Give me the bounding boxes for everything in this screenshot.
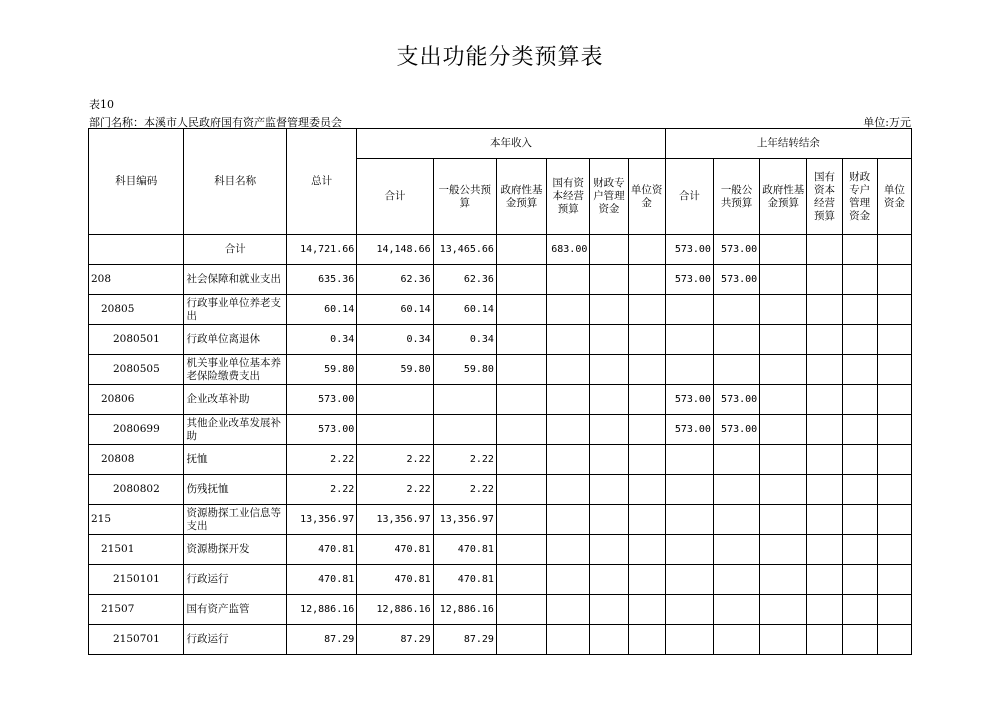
cell-current-5 [628,595,665,625]
cell-prior-0 [665,535,713,565]
header-name: 科目名称 [184,129,286,235]
header-prior-special-account: 财政专户管理资金 [842,159,877,235]
cell-prior-3 [807,355,842,385]
cell-current-1: 59.80 [433,355,496,385]
subject-code: 208 [89,265,184,295]
cell-prior-4 [842,265,877,295]
header-cur-unit-funds: 单位资金 [628,159,665,235]
cell-prior-1 [713,475,759,505]
cell-current-0: 470.81 [357,535,433,565]
cell-prior-1 [713,325,759,355]
cell-current-4 [590,625,628,655]
cell-current-1: 62.36 [433,265,496,295]
cell-current-5 [628,385,665,415]
cell-total: 2.22 [286,475,356,505]
cell-current-2 [496,445,546,475]
table-row [89,385,912,415]
cell-current-4 [590,415,628,445]
cell-prior-4 [842,295,877,325]
cell-current-4 [590,355,628,385]
header-cur-special-account: 财政专户管理资金 [590,159,628,235]
cell-total: 12,886.16 [286,595,356,625]
table-row [89,595,912,625]
cell-prior-2 [760,355,807,385]
page-title: 支出功能分类预算表 [396,45,604,70]
header-prior-unit-funds: 单位资金 [877,159,911,235]
cell-prior-3 [807,385,842,415]
table-row [89,415,912,445]
cell-prior-4 [842,505,877,535]
cell-prior-1 [713,355,759,385]
table-row [89,475,912,505]
cell-prior-2 [760,415,807,445]
cell-prior-5 [877,355,911,385]
cell-prior-3 [807,235,842,265]
cell-prior-1 [713,595,759,625]
cell-current-2 [496,415,546,445]
header-prior-total: 合计 [665,159,713,235]
cell-prior-2 [760,505,807,535]
cell-current-3 [547,385,590,415]
cell-current-2 [496,355,546,385]
subject-code: 20806 [89,385,184,415]
cell-current-1: 12,886.16 [433,595,496,625]
budget-table [88,128,912,655]
cell-current-5 [628,505,665,535]
subject-code: 20808 [89,445,184,475]
cell-prior-1 [713,535,759,565]
cell-prior-0 [665,295,713,325]
subject-name: 资源勘探开发 [184,535,286,565]
cell-prior-4 [842,325,877,355]
subject-name: 其他企业改革发展补助 [184,415,286,445]
header-cur-state-capital: 国有资本经营预算 [547,159,590,235]
cell-prior-5 [877,385,911,415]
cell-prior-2 [760,385,807,415]
cell-prior-3 [807,325,842,355]
cell-prior-4 [842,235,877,265]
cell-prior-5 [877,445,911,475]
cell-current-5 [628,565,665,595]
cell-current-4 [590,325,628,355]
header-current-income: 本年收入 [357,129,665,159]
cell-current-3 [547,595,590,625]
cell-prior-0 [665,445,713,475]
subject-name: 国有资产监管 [184,595,286,625]
cell-current-2 [496,235,546,265]
cell-prior-3 [807,625,842,655]
cell-prior-1 [713,565,759,595]
subject-code: 2080699 [89,415,184,445]
cell-prior-5 [877,265,911,295]
cell-current-5 [628,445,665,475]
cell-current-5 [628,265,665,295]
cell-current-4 [590,565,628,595]
cell-prior-3 [807,535,842,565]
cell-prior-1: 573.00 [713,415,759,445]
cell-current-0: 0.34 [357,325,433,355]
cell-current-5 [628,535,665,565]
table-row [89,295,912,325]
cell-current-0: 470.81 [357,565,433,595]
cell-prior-0 [665,355,713,385]
cell-current-3 [547,535,590,565]
cell-prior-5 [877,505,911,535]
subject-code: 2080505 [89,355,184,385]
cell-prior-3 [807,265,842,295]
cell-current-3 [547,505,590,535]
subject-name: 社会保障和就业支出 [184,265,286,295]
cell-current-0: 14,148.66 [357,235,433,265]
cell-current-5 [628,355,665,385]
cell-prior-5 [877,415,911,445]
header-prior-general: 一般公共预算 [713,159,759,235]
header-prior-state-capital: 国有资本经营预算 [807,159,842,235]
cell-current-2 [496,265,546,295]
cell-prior-1: 573.00 [713,385,759,415]
cell-prior-2 [760,535,807,565]
cell-current-2 [496,595,546,625]
cell-prior-0 [665,325,713,355]
cell-prior-5 [877,475,911,505]
cell-current-5 [628,475,665,505]
cell-prior-4 [842,565,877,595]
cell-current-1: 2.22 [433,445,496,475]
cell-prior-0 [665,475,713,505]
subject-code: 21507 [89,595,184,625]
cell-total: 573.00 [286,415,356,445]
cell-prior-0: 573.00 [665,235,713,265]
cell-prior-5 [877,535,911,565]
department-name: 部门名称：本溪市人民政府国有资产监督管理委员会 [89,116,342,129]
cell-current-1: 13,356.97 [433,505,496,535]
cell-prior-5 [877,625,911,655]
cell-prior-1 [713,505,759,535]
cell-current-1: 60.14 [433,295,496,325]
cell-prior-2 [760,325,807,355]
cell-total: 59.80 [286,355,356,385]
table-row [89,625,912,655]
cell-prior-0 [665,595,713,625]
cell-current-3 [547,325,590,355]
cell-current-4 [590,235,628,265]
table-row [89,355,912,385]
cell-prior-1 [713,295,759,325]
cell-prior-0 [665,505,713,535]
cell-current-3 [547,295,590,325]
cell-current-0 [357,385,433,415]
subject-code: 215 [89,505,184,535]
subject-code: 20805 [89,295,184,325]
cell-total: 2.22 [286,445,356,475]
cell-total: 60.14 [286,295,356,325]
subject-code: 2150101 [89,565,184,595]
cell-prior-4 [842,385,877,415]
cell-current-4 [590,505,628,535]
cell-current-0: 87.29 [357,625,433,655]
cell-current-0: 13,356.97 [357,505,433,535]
subject-name: 伤残抚恤 [184,475,286,505]
cell-prior-3 [807,415,842,445]
cell-prior-3 [807,445,842,475]
cell-total: 573.00 [286,385,356,415]
cell-prior-1 [713,625,759,655]
cell-prior-5 [877,565,911,595]
subject-name: 机关事业单位基本养老保险缴费支出 [184,355,286,385]
subject-name: 行政事业单位养老支出 [184,295,286,325]
cell-prior-4 [842,595,877,625]
cell-current-1: 470.81 [433,535,496,565]
cell-prior-5 [877,295,911,325]
cell-current-1: 87.29 [433,625,496,655]
cell-current-5 [628,295,665,325]
cell-prior-2 [760,595,807,625]
cell-prior-1: 573.00 [713,265,759,295]
cell-total: 13,356.97 [286,505,356,535]
cell-current-1 [433,415,496,445]
cell-prior-4 [842,445,877,475]
cell-current-0: 60.14 [357,295,433,325]
table-row [89,445,912,475]
cell-current-1: 0.34 [433,325,496,355]
subject-name: 行政运行 [184,625,286,655]
table-body [89,235,912,655]
cell-prior-0 [665,625,713,655]
subject-code [89,235,184,265]
cell-current-3 [547,415,590,445]
cell-prior-2 [760,445,807,475]
cell-current-0 [357,415,433,445]
cell-prior-3 [807,565,842,595]
cell-prior-5 [877,595,911,625]
cell-prior-2 [760,625,807,655]
cell-prior-1 [713,445,759,475]
cell-current-4 [590,385,628,415]
cell-current-5 [628,625,665,655]
table-number: 表10 [89,98,114,111]
cell-total: 14,721.66 [286,235,356,265]
cell-current-4 [590,535,628,565]
subject-name: 企业改革补助 [184,385,286,415]
cell-prior-3 [807,475,842,505]
cell-total: 635.36 [286,265,356,295]
cell-current-4 [590,475,628,505]
cell-current-2 [496,535,546,565]
header-cur-general: 一般公共预算 [433,159,496,235]
cell-prior-2 [760,295,807,325]
cell-current-2 [496,295,546,325]
cell-current-0: 12,886.16 [357,595,433,625]
subject-code: 2080802 [89,475,184,505]
cell-prior-4 [842,355,877,385]
cell-current-5 [628,325,665,355]
header-code: 科目编码 [89,129,184,235]
cell-prior-4 [842,415,877,445]
cell-prior-2 [760,265,807,295]
cell-prior-0 [665,565,713,595]
cell-current-4 [590,595,628,625]
cell-current-3 [547,625,590,655]
subject-name: 合计 [184,235,286,265]
cell-current-2 [496,385,546,415]
cell-current-4 [590,295,628,325]
cell-current-1 [433,385,496,415]
cell-prior-2 [760,235,807,265]
subject-code: 2150701 [89,625,184,655]
cell-current-2 [496,565,546,595]
cell-current-3 [547,355,590,385]
cell-current-1: 13,465.66 [433,235,496,265]
subject-name: 抚恤 [184,445,286,475]
cell-current-3 [547,475,590,505]
header-prior-carryover: 上年结转结余 [665,129,911,159]
cell-prior-3 [807,295,842,325]
cell-current-3: 683.00 [547,235,590,265]
cell-current-3 [547,445,590,475]
cell-prior-0: 573.00 [665,385,713,415]
cell-prior-2 [760,565,807,595]
table-row [89,325,912,355]
cell-total: 470.81 [286,565,356,595]
table-row [89,505,912,535]
cell-current-2 [496,475,546,505]
cell-current-0: 59.80 [357,355,433,385]
cell-prior-0: 573.00 [665,265,713,295]
cell-prior-3 [807,595,842,625]
cell-current-3 [547,265,590,295]
cell-current-3 [547,565,590,595]
unit-label: 单位:万元 [863,116,911,129]
cell-current-1: 2.22 [433,475,496,505]
cell-current-1: 470.81 [433,565,496,595]
cell-current-2 [496,505,546,535]
table-row-total [89,235,912,265]
cell-prior-4 [842,535,877,565]
header-prior-fund: 政府性基金预算 [760,159,807,235]
cell-prior-4 [842,625,877,655]
cell-current-0: 2.22 [357,445,433,475]
cell-current-4 [590,265,628,295]
cell-prior-0: 573.00 [665,415,713,445]
cell-current-0: 2.22 [357,475,433,505]
cell-current-2 [496,325,546,355]
table-row [89,535,912,565]
subject-name: 行政单位离退休 [184,325,286,355]
cell-current-5 [628,235,665,265]
cell-prior-3 [807,505,842,535]
header-cur-fund: 政府性基金预算 [496,159,546,235]
subject-name: 资源勘探工业信息等支出 [184,505,286,535]
cell-current-2 [496,625,546,655]
cell-prior-1: 573.00 [713,235,759,265]
cell-total: 470.81 [286,535,356,565]
subject-code: 2080501 [89,325,184,355]
cell-prior-4 [842,475,877,505]
cell-total: 87.29 [286,625,356,655]
table-row [89,565,912,595]
cell-current-0: 62.36 [357,265,433,295]
cell-prior-5 [877,325,911,355]
cell-total: 0.34 [286,325,356,355]
header-total: 总计 [286,129,356,235]
table-row [89,265,912,295]
cell-current-4 [590,445,628,475]
cell-current-5 [628,415,665,445]
cell-prior-2 [760,475,807,505]
header-cur-total: 合计 [357,159,433,235]
subject-name: 行政运行 [184,565,286,595]
header-row-1 [89,129,912,159]
subject-code: 21501 [89,535,184,565]
cell-prior-5 [877,235,911,265]
